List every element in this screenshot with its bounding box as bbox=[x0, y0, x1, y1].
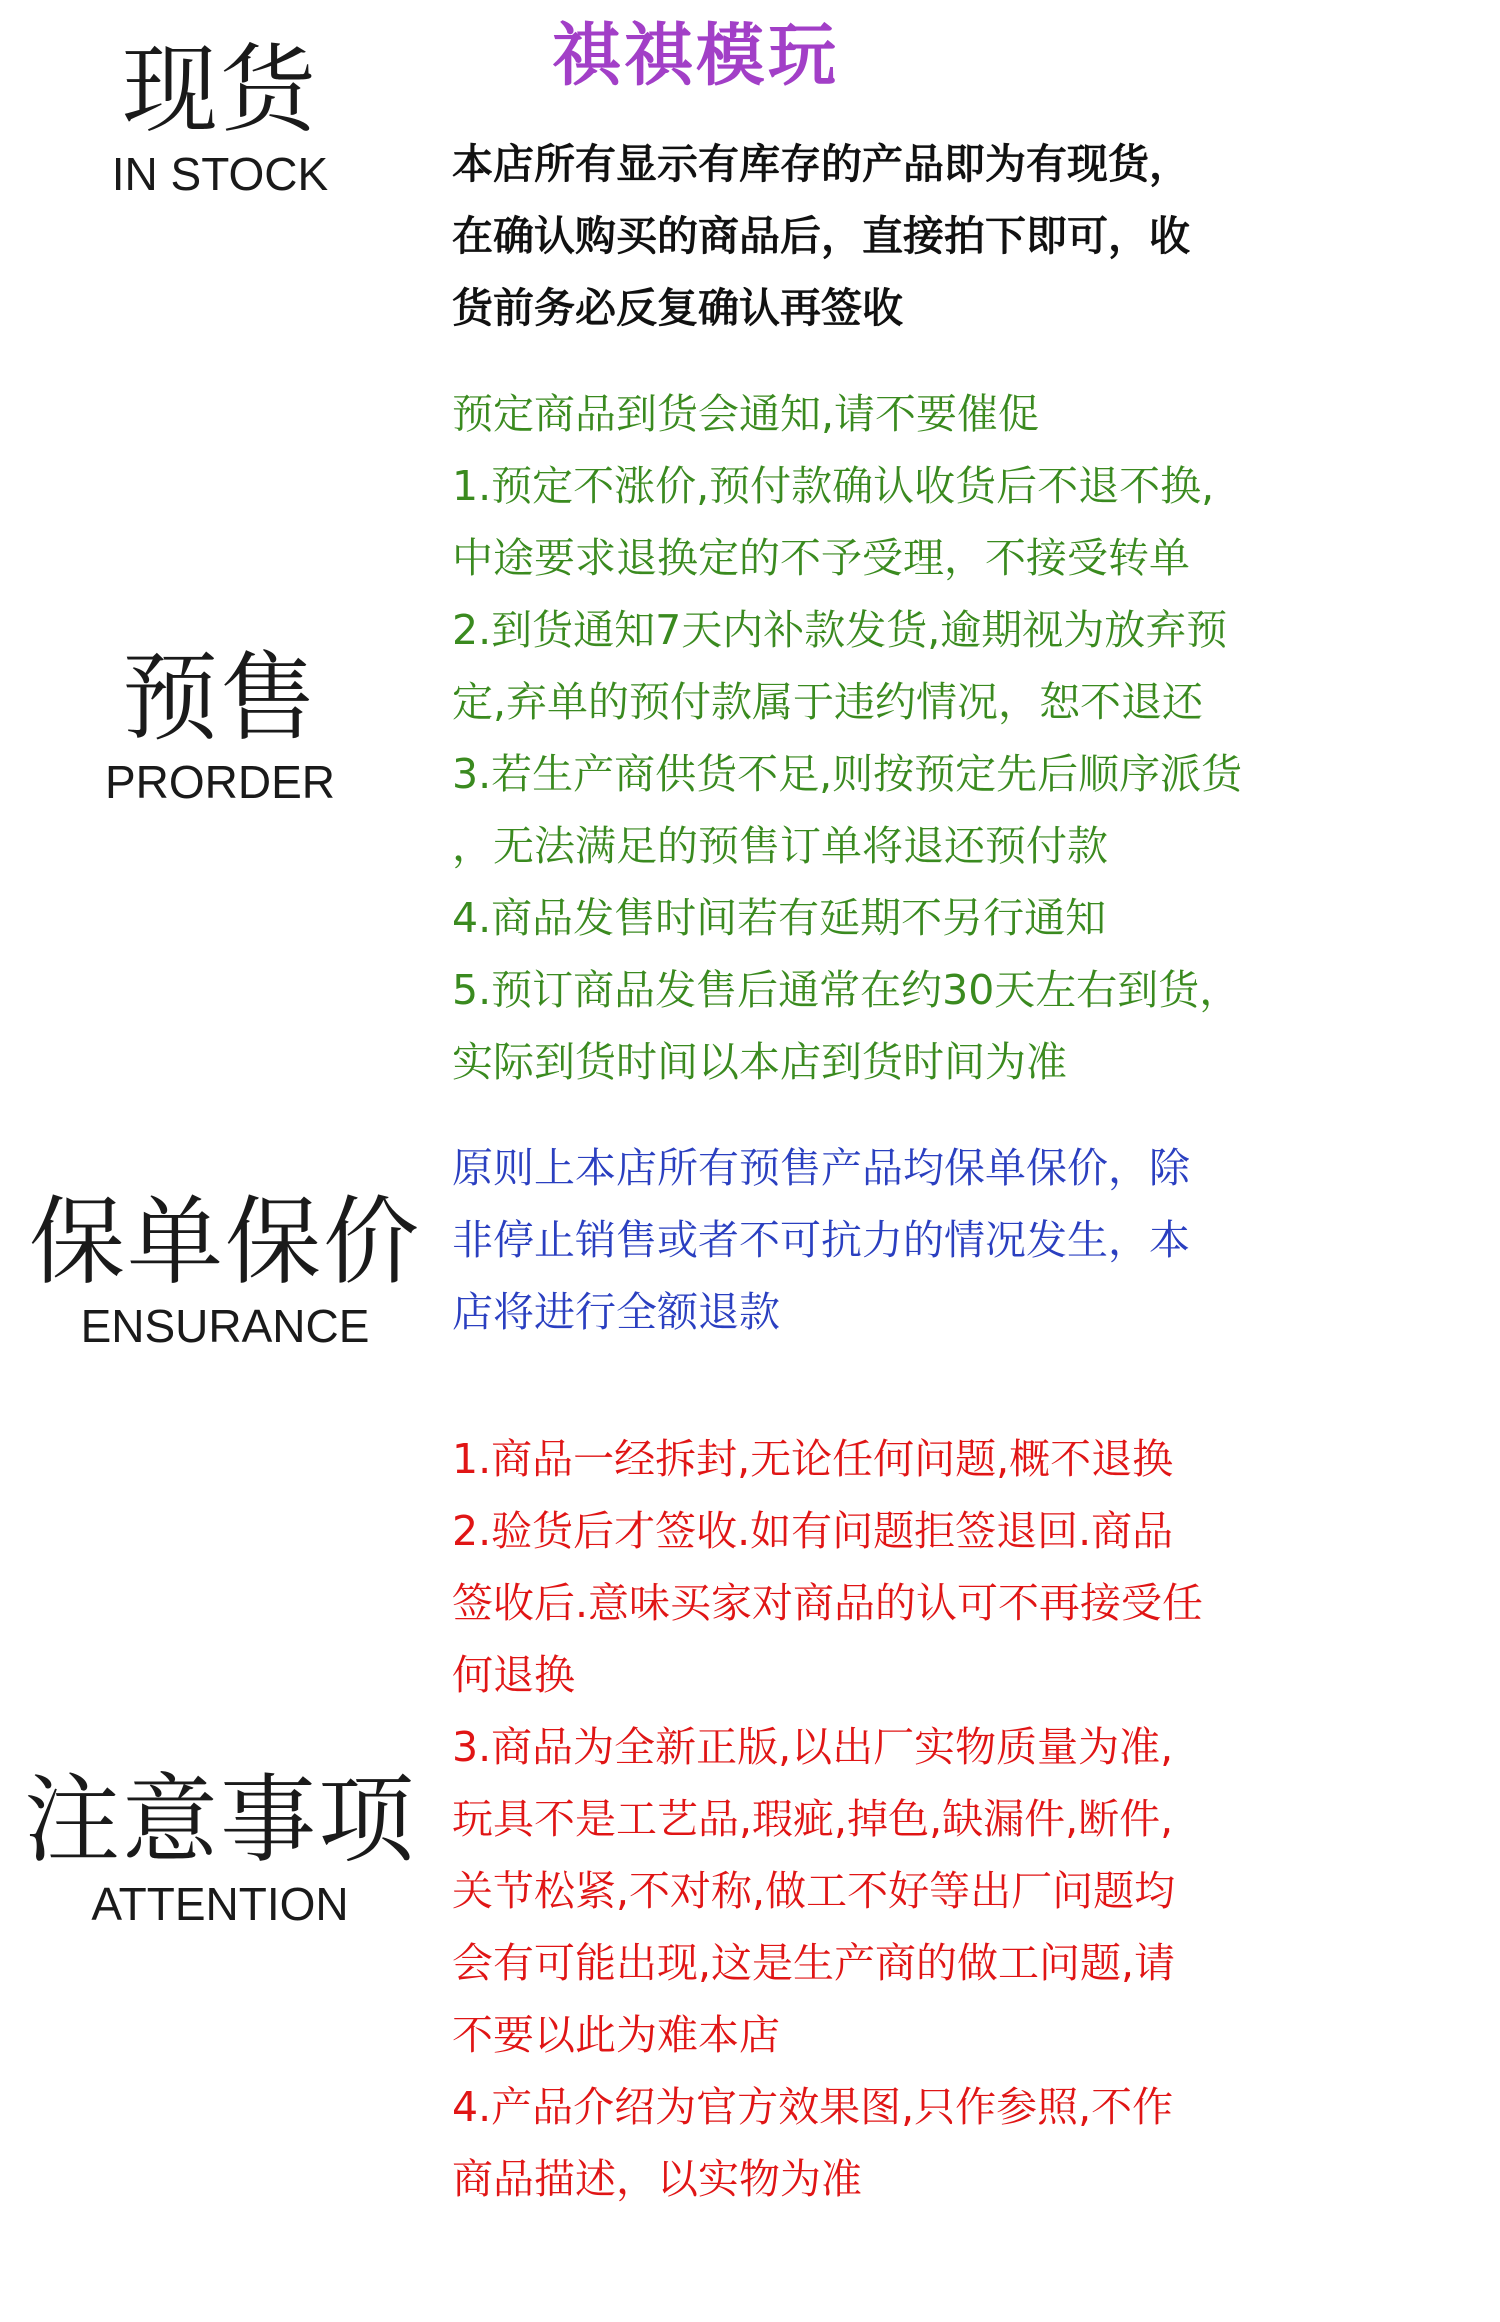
ensurance-text bbox=[452, 1132, 1462, 1348]
attention-line: 关节松紧,不对称,做工不好等出厂问题均 bbox=[452, 1867, 1176, 1915]
preorder-line: 3.若生产商供货不足,则按预定先后顺序派货 bbox=[452, 750, 1243, 798]
in-stock-line: 本店所有显示有库存的产品即为有现货， bbox=[452, 140, 1190, 188]
preorder-line: 5.预订商品发售后通常在约30天左右到货， bbox=[452, 966, 1241, 1014]
preorder-line: 2.到货通知7天内补款发货,逾期视为放弃预 bbox=[452, 606, 1228, 654]
attention-title-en: ATTENTION bbox=[91, 1877, 349, 1930]
in-stock-text bbox=[452, 128, 1462, 344]
attention-line: 签收后.意味买家对商品的认可不再接受任 bbox=[452, 1579, 1204, 1627]
ensurance-line: 非停止销售或者不可抗力的情况发生，本 bbox=[452, 1216, 1190, 1264]
attention-line: 何退换 bbox=[452, 1651, 575, 1699]
ensurance-title-en: ENSURANCE bbox=[80, 1299, 370, 1352]
preorder-title-zh: 预售 bbox=[122, 642, 318, 754]
in-stock-line: 货前务必反复确认再签收 bbox=[452, 284, 903, 332]
ensurance-line: 原则上本店所有预售产品均保单保价，除 bbox=[452, 1144, 1190, 1192]
attention-label bbox=[20, 1764, 420, 1930]
attention-line: 3.商品为全新正版,以出厂实物质量为准, bbox=[452, 1723, 1174, 1771]
attention-line: 2.验货后才签收.如有问题拒签退回.商品 bbox=[452, 1507, 1174, 1555]
in-stock-title-zh: 现货 bbox=[122, 34, 318, 146]
preorder-line: 实际到货时间以本店到货时间为准 bbox=[452, 1038, 1067, 1086]
preorder-line: 4.商品发售时间若有延期不另行通知 bbox=[452, 894, 1107, 942]
in-stock-title-en: IN STOCK bbox=[111, 147, 329, 200]
preorder-line: 1.预定不涨价,预付款确认收货后不退不换, bbox=[452, 462, 1215, 510]
attention-line: 4.产品介绍为官方效果图,只作参照,不作 bbox=[452, 2083, 1174, 2131]
attention-line: 会有可能出现,这是生产商的做工问题,请 bbox=[452, 1939, 1176, 1987]
ensurance-label bbox=[20, 1186, 430, 1352]
attention-title-zh: 注意事项 bbox=[24, 1764, 416, 1876]
shop-name: 祺祺模玩 bbox=[552, 16, 841, 96]
attention-line: 不要以此为难本店 bbox=[452, 2011, 780, 2059]
preorder-line: 定,弃单的预付款属于违约情况，恕不退还 bbox=[452, 678, 1204, 726]
preorder-line: 预定商品到货会通知,请不要催促 bbox=[452, 390, 1040, 438]
attention-line: 玩具不是工艺品,瑕疵,掉色,缺漏件,断件, bbox=[452, 1795, 1174, 1843]
attention-text bbox=[452, 1423, 1462, 2215]
attention-line: 1.商品一经拆封,无论任何问题,概不退换 bbox=[452, 1435, 1174, 1483]
ensurance-line: 店将进行全额退款 bbox=[452, 1288, 780, 1336]
preorder-text bbox=[452, 378, 1462, 1098]
preorder-label bbox=[100, 642, 340, 808]
in-stock-line: 在确认购买的商品后，直接拍下即可，收 bbox=[452, 212, 1190, 260]
preorder-title-en: PRORDER bbox=[104, 755, 336, 808]
attention-line: 商品描述，以实物为准 bbox=[452, 2155, 862, 2203]
in-stock-label bbox=[100, 34, 340, 200]
preorder-line: ，无法满足的预售订单将退还预付款 bbox=[452, 822, 1108, 870]
preorder-line: 中途要求退换定的不予受理，不接受转单 bbox=[452, 534, 1190, 582]
ensurance-title-zh: 保单保价 bbox=[29, 1186, 421, 1298]
